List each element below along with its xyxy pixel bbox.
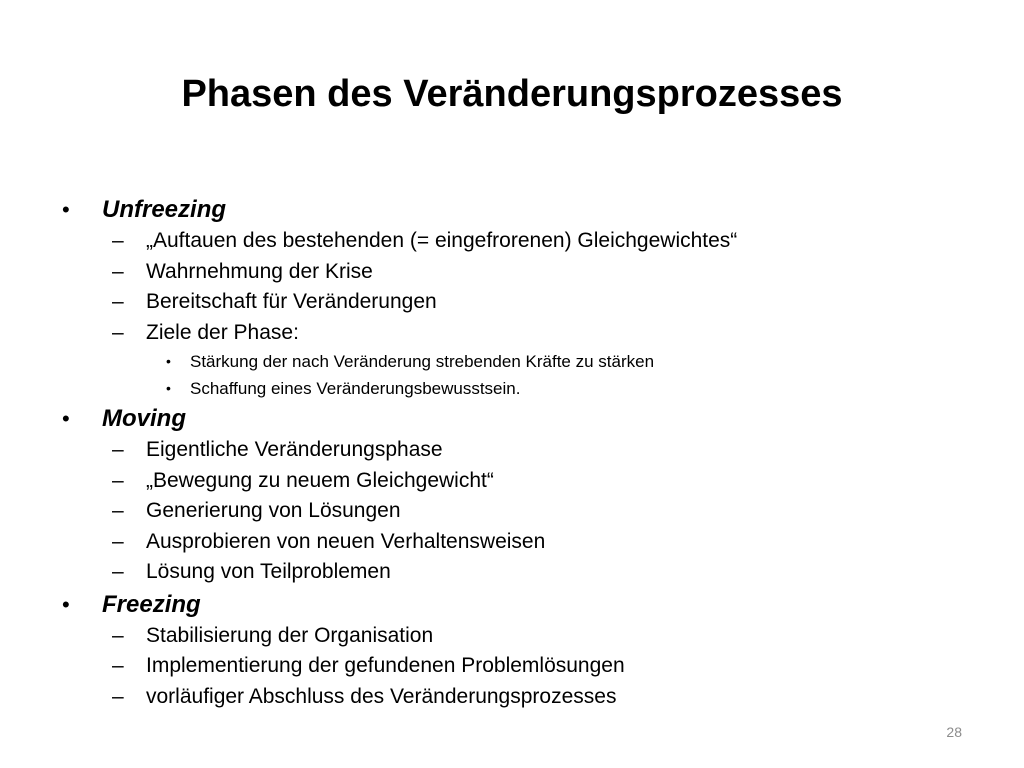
list-item-text: Ausprobieren von neuen Verhaltensweisen: [146, 529, 546, 553]
dash-bullet-icon: –: [112, 684, 124, 708]
list-item-text: Eigentliche Veränderungsphase: [146, 438, 443, 461]
bullet-dot-icon: •: [62, 591, 70, 617]
list-item-text: Lösung von Teilproblemen: [146, 560, 391, 583]
list-item-text: „Auftauen des bestehenden (= eingefrorenen) Gleichgewichtes“: [146, 229, 738, 252]
dash-bullet-icon: –: [112, 438, 124, 461]
list-item: [60, 621, 980, 652]
section-heading-label: Moving: [102, 405, 186, 432]
dash-bullet-icon: –: [112, 468, 124, 492]
section-heading-label: Unfreezing: [102, 196, 227, 223]
dash-bullet-icon: –: [112, 529, 124, 553]
bullet-dot-icon: •: [62, 406, 70, 431]
list-item: [60, 318, 980, 349]
list-item-text: Ziele der Phase:: [146, 320, 299, 344]
dash-bullet-icon: –: [112, 654, 124, 677]
dash-bullet-icon: –: [112, 499, 124, 522]
sub-list-item-text: Schaffung eines Veränderungsbewusstsein.: [190, 379, 521, 398]
list-item: [60, 682, 980, 713]
list-item: [60, 435, 980, 466]
bullet-dot-icon: •: [166, 353, 171, 369]
dash-bullet-icon: –: [112, 560, 124, 583]
list-item-text: Implementierung der gefundenen Problemlösungen: [146, 654, 625, 677]
list-item: [60, 527, 980, 558]
sub-list-item: [60, 375, 980, 402]
list-item: [60, 651, 980, 682]
dash-bullet-icon: –: [112, 259, 124, 283]
bullet-dot-icon: •: [62, 197, 70, 222]
bullet-list: [60, 193, 980, 712]
sub-list-item-text: Stärkung der nach Veränderung strebenden Kräfte zu stärken: [190, 352, 655, 371]
sub-list-item: [60, 348, 980, 375]
slide-number: 28: [946, 724, 962, 740]
list-item-text: vorläufiger Abschluss des Veränderungsprozesses: [146, 684, 617, 708]
list-item-text: Stabilisierung der Organisation: [146, 623, 434, 647]
list-item-text: „Bewegung zu neuem Gleichgewicht“: [146, 468, 494, 492]
slide-title: Phasen des Veränderungsprozesses: [181, 73, 843, 115]
list-item-text: Generierung von Lösungen: [146, 499, 401, 522]
bullet-dot-icon: •: [166, 380, 171, 396]
section-heading-unfreezing: [60, 193, 980, 226]
section-heading-freezing: [60, 588, 980, 621]
list-item: [60, 496, 980, 527]
dash-bullet-icon: –: [112, 320, 124, 344]
list-item: [60, 257, 980, 288]
list-item: [60, 557, 980, 588]
list-item-text: Bereitschaft für Veränderungen: [146, 290, 437, 313]
list-item: [60, 287, 980, 318]
dash-bullet-icon: –: [112, 229, 124, 252]
list-item: [60, 466, 980, 497]
section-heading-moving: [60, 402, 980, 435]
dash-bullet-icon: –: [112, 623, 124, 647]
list-item: [60, 226, 980, 257]
list-item-text: Wahrnehmung der Krise: [146, 259, 373, 283]
dash-bullet-icon: –: [112, 290, 124, 313]
section-heading-label: Freezing: [102, 590, 201, 618]
